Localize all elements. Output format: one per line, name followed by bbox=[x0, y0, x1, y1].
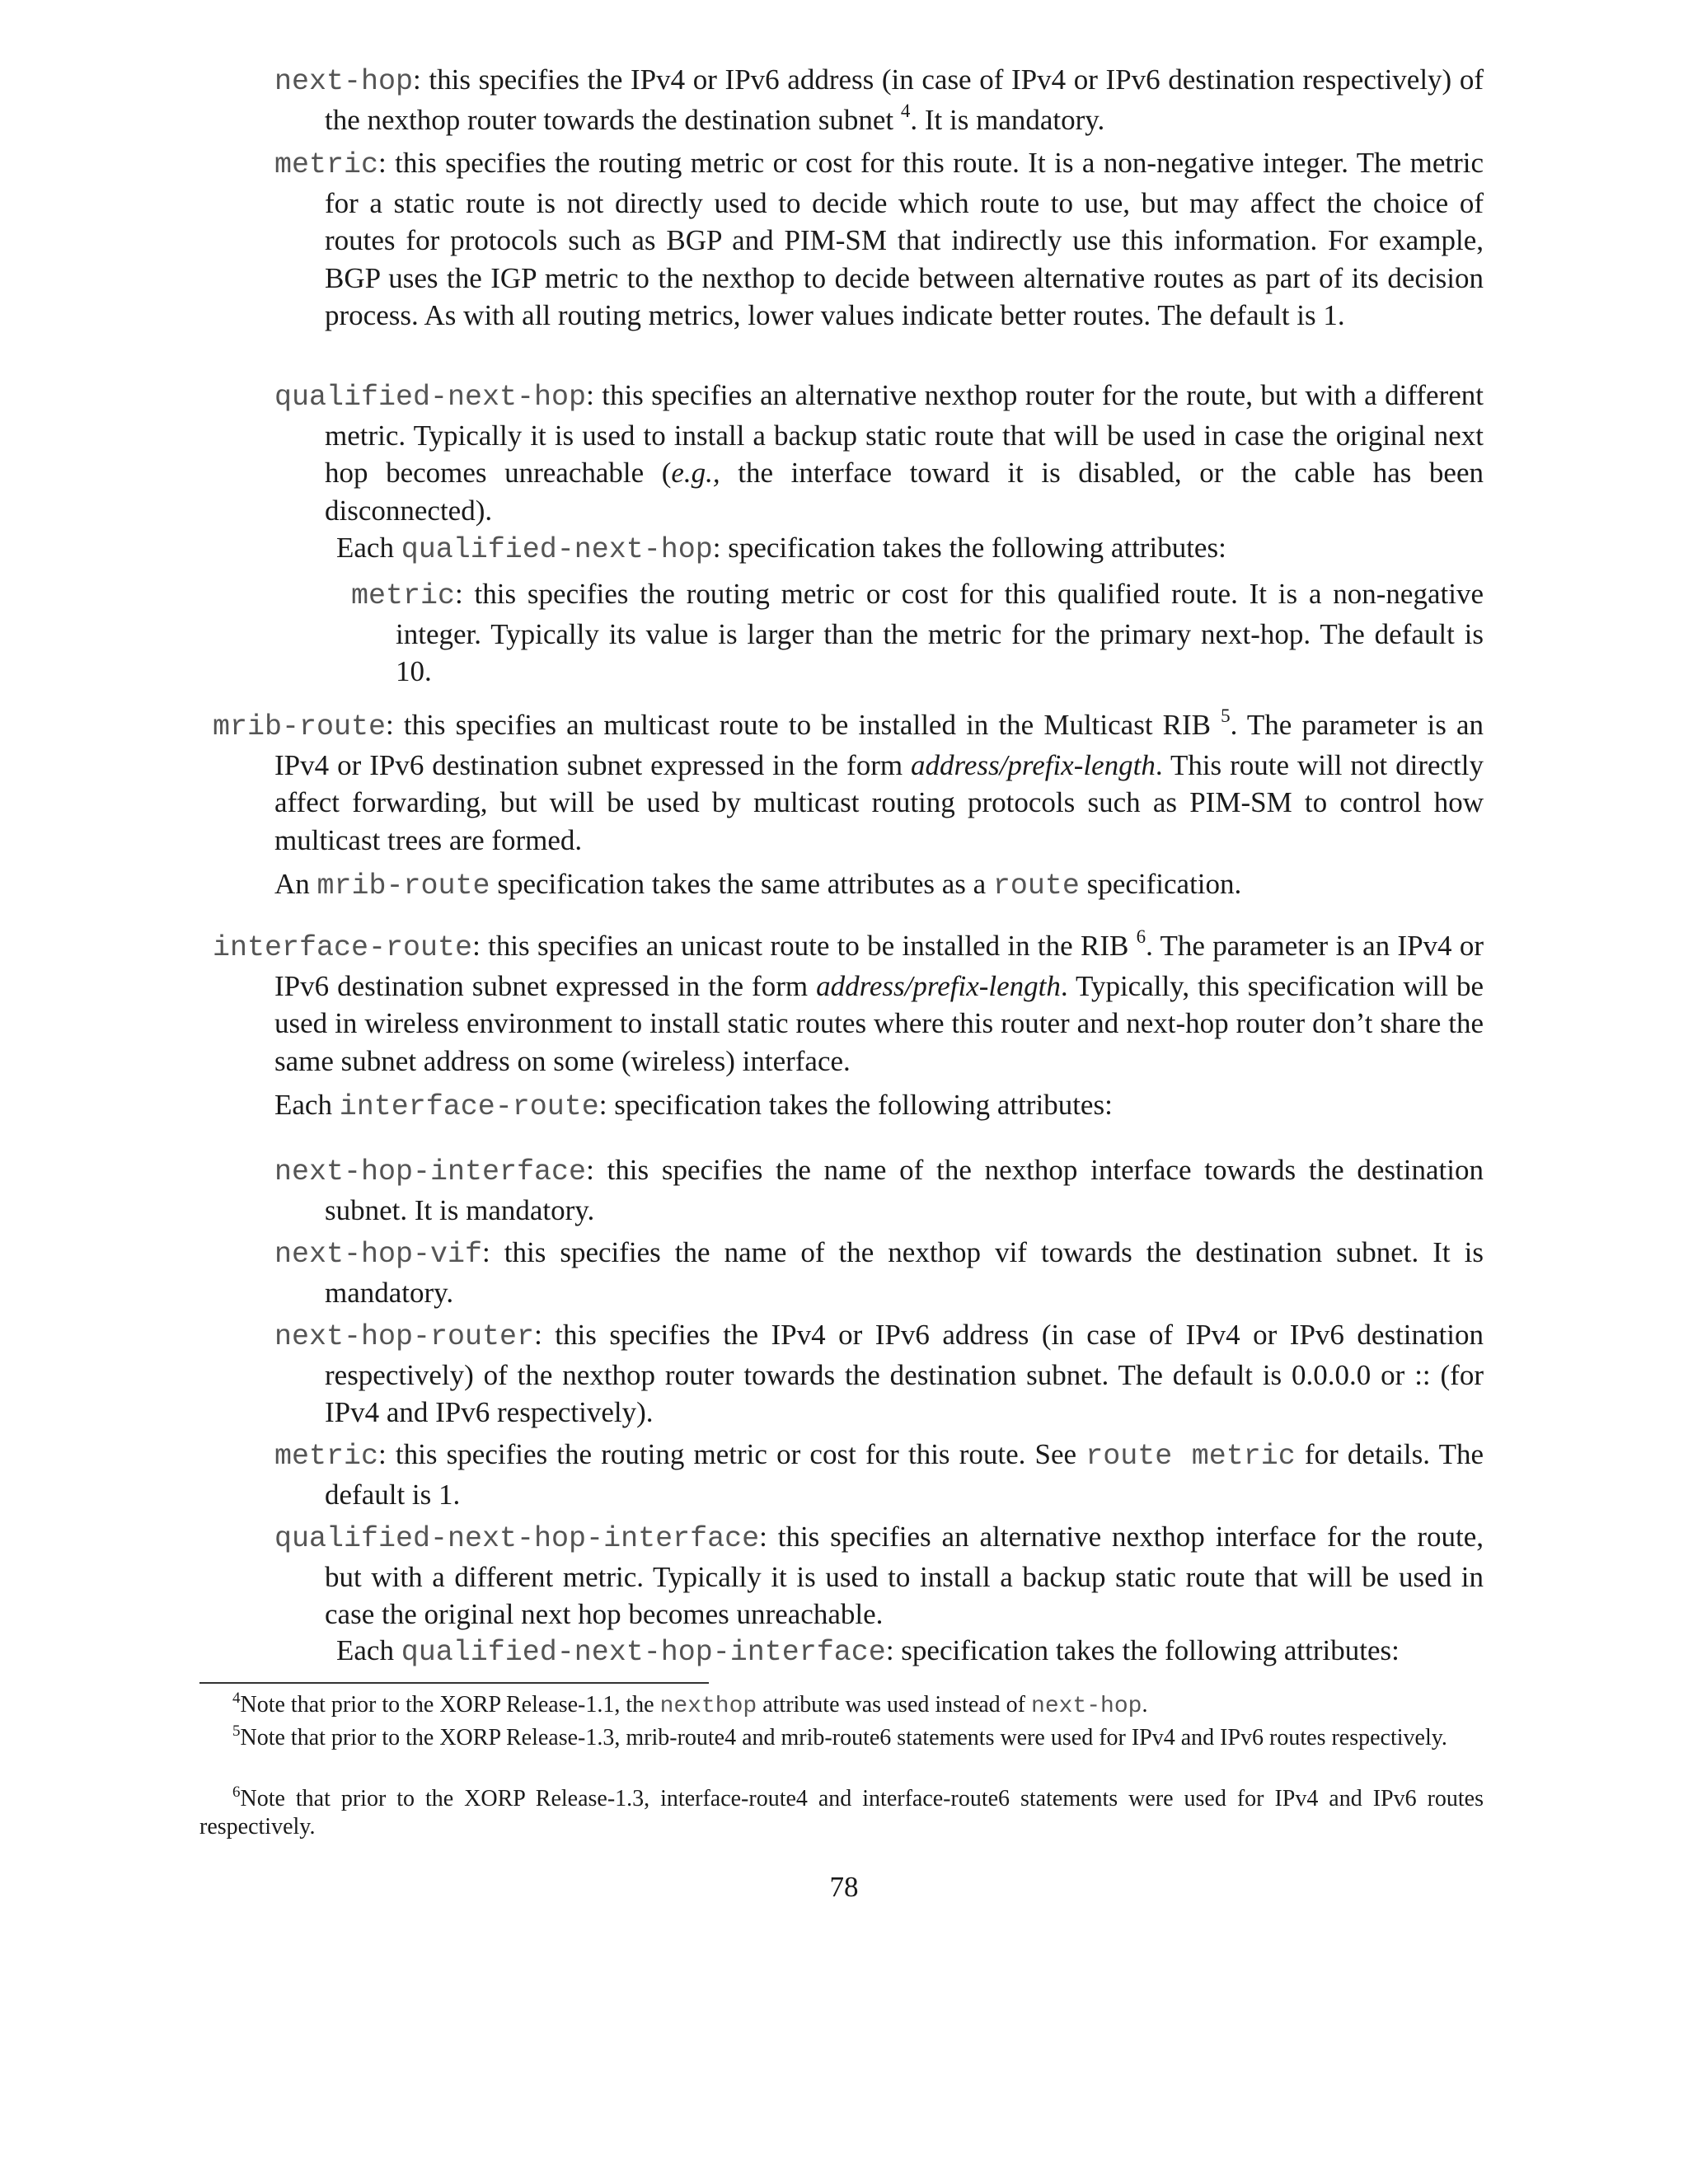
term-qualified-next-hop-interface: qualified-next-hop-interface bbox=[274, 1522, 760, 1555]
footnote-6: $^6$Note that prior to the XORP Release-1.3, interface-route4 and interface-route6 statements were used for IPv4 and IPv6 routes respectively. bbox=[199, 1783, 1484, 1840]
term-next-hop-router: next-hop-router bbox=[274, 1320, 535, 1353]
term-metric: metric bbox=[274, 148, 379, 181]
footnote-5-number: 5 bbox=[232, 1722, 241, 1740]
each-qualified-next-hop-intro: Each qualified-next-hop: specification takes the following attributes: bbox=[336, 532, 1226, 566]
term-next-hop-interface: next-hop-interface bbox=[274, 1155, 587, 1188]
entry-interface-route-metric: metric: this specifies the routing metric or cost for this route. See route metric for details. The default is 1. bbox=[274, 1438, 1484, 1511]
each-interface-route-intro: Each interface-route: specification takes the following attributes: bbox=[274, 1089, 1113, 1123]
mrib-route-same-attributes: An mrib-route specification takes the same attributes as a route specification. bbox=[274, 868, 1242, 902]
footnote-4: $^4$Note that prior to the XORP Release-1.1, the nexthop attribute was used instead of next-hop. bbox=[232, 1690, 1148, 1719]
footnote-5: $^5$Note that prior to the XORP Release-1.3, mrib-route4 and mrib-route6 statements were used for IPv4 and IPv6 routes respectively. bbox=[232, 1722, 1447, 1750]
entry-metric: metric: this specifies the routing metric or cost for this route. It is a non-negative integer. The metric for a static route is not directly used to decide which route to use, but may affect the choice of routes for protocols such as BGP and PIM-SM that indirectly use this information. For example, BGP uses the IGP metric to the nexthop to decide between alternative routes as part of its decision process. As with all routing metrics, lower values indicate better routes. The default is 1. bbox=[274, 147, 1484, 331]
term-interface-route-metric: metric bbox=[274, 1440, 379, 1473]
entry-qualified-next-hop-interface: qualified-next-hop-interface: this specifies an alternative nexthop interface for the route, but with a different metric. Typically it is used to install a backup static route that will be used in case the original next hop becomes unreachable. bbox=[274, 1521, 1484, 1630]
entry-next-hop-vif: next-hop-vif: this specifies the name of the nexthop vif towards the destination subnet. It is mandatory. bbox=[274, 1236, 1484, 1309]
entry-interface-route: interface-route: this specifies an unicast route to be installed in the RIB $^6$. The parameter is an IPv4 or IPv6 destination subnet expressed in the form address/prefix-length. Typically, this specification will be used in wireless environment to install static routes where this router and next-hop router don’t share the same subnet address on some (wireless) interface. bbox=[213, 926, 1484, 1077]
entry-next-hop: next-hop: this specifies the IPv4 or IPv6 address (in case of IPv4 or IPv6 destination respectively) of the nexthop router towards the destination subnet $^4$. It is mandatory. bbox=[274, 63, 1484, 136]
footnote-divider bbox=[199, 1682, 709, 1684]
code-route: route bbox=[992, 869, 1080, 902]
code-nexthop: nexthop bbox=[659, 1694, 757, 1719]
term-next-hop-vif: next-hop-vif bbox=[274, 1238, 483, 1271]
term-qualified-next-hop: qualified-next-hop bbox=[274, 381, 587, 414]
code-qualified-next-hop: qualified-next-hop bbox=[401, 533, 713, 566]
footnote-6-number: 6 bbox=[232, 1783, 241, 1801]
each-qualified-next-hop-interface-intro: Each qualified-next-hop-interface: specification takes the following attributes: bbox=[336, 1634, 1400, 1669]
entry-next-hop-interface: next-hop-interface: this specifies the name of the nexthop interface towards the destination subnet. It is mandatory. bbox=[274, 1154, 1484, 1226]
term-next-hop: next-hop bbox=[274, 65, 414, 98]
term-mrib-route: mrib-route bbox=[213, 710, 387, 743]
code-interface-route: interface-route bbox=[339, 1090, 599, 1123]
footnote-ref-6[interactable]: 6 bbox=[1136, 926, 1146, 947]
code-qualified-next-hop-interface: qualified-next-hop-interface bbox=[401, 1636, 886, 1669]
entry-next-hop-router: next-hop-router: this specifies the IPv4 or IPv6 address (in case of IPv4 or IPv6 destination respectively) of the nexthop router towards the destination subnet. The default is 0.0.0.0 or :: (for IPv4 and IPv6 respectively). bbox=[274, 1319, 1484, 1428]
code-route-metric: route metric bbox=[1085, 1440, 1296, 1473]
term-qualified-metric: metric bbox=[351, 579, 456, 612]
term-interface-route: interface-route bbox=[213, 931, 473, 964]
entry-qualified-next-hop: qualified-next-hop: this specifies an alternative nexthop router for the route, but with a different metric. Typically it is used to install a backup static route that will be used in case the original next hop becomes unreachable (e.g., the interface toward it is disabled, or the cable has been disconnected). bbox=[274, 379, 1484, 527]
footnote-ref-5[interactable]: 5 bbox=[1221, 705, 1231, 726]
code-mrib-route: mrib-route bbox=[316, 869, 490, 902]
footnote-4-number: 4 bbox=[232, 1690, 241, 1707]
footnote-ref-4[interactable]: 4 bbox=[900, 100, 911, 121]
page-number: 78 bbox=[829, 1871, 859, 1903]
entry-qualified-metric: metric: this specifies the routing metric or cost for this qualified route. It is a non-negative integer. Typically its value is larger than the metric for the primary next-hop. The default is 10. bbox=[351, 578, 1484, 687]
entry-mrib-route: mrib-route: this specifies an multicast route to be installed in the Multicast RIB $^5$. The parameter is an IPv4 or IPv6 destination subnet expressed in the form address/prefix-length. This route will not directly affect forwarding, but will be used by multicast routing protocols such as PIM-SM to control how multicast trees are formed. bbox=[213, 705, 1484, 856]
code-next-hop: next-hop bbox=[1031, 1694, 1142, 1719]
